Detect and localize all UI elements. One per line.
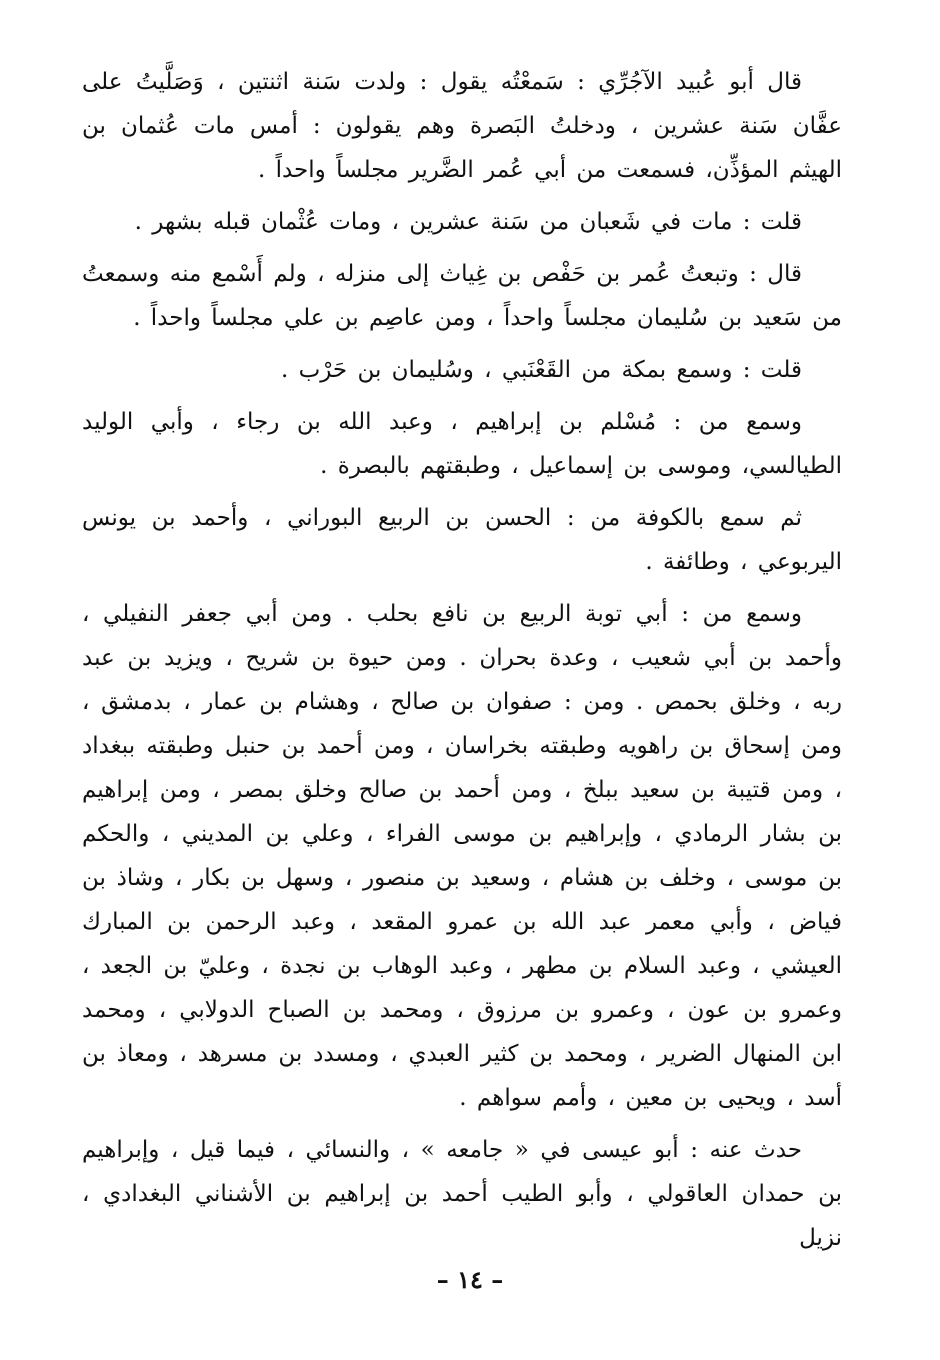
paragraph-8: حدث عنه : أبو عيسى في « جامعه » ، والنسائي ، فيما قيل ، وإبراهيم بن حمدان العاقولي ، وأبو الطيب أحمد بن إبراهيم بن الأشناني البغدادي ، نزيل xyxy=(82,1137,842,1251)
paragraph-4: قلت : وسمع بمكة من القَعْنَبي ، وسُليمان بن حَرْب . xyxy=(280,357,802,383)
paragraph-3: قال : وتبعتُ عُمر بن حَفْص بن غِياث إلى منزله ، ولم أَسْمع منه وسمعتُ من سَعيد بن سُليمان مجلساً واحداً ، ومن عاصِم بن علي مجلساً واحداً . xyxy=(82,261,842,331)
paragraph-7: وسمع من : أبي توبة الربيع بن نافع بحلب . ومن أبي جعفر النفيلي ، وأحمد بن أبي شعيب ، وعدة بحران . ومن حيوة بن شريح ، ويزيد بن عبد ربه ، وخلق بحمص . ومن : صفوان بن صالح ، وهشام بن عمار ، بدمشق ، ومن إسحاق بن راهويه وطبقته بخراسان ، ومن أحمد بن حنبل وطبقته ببغداد ، ومن قتيبة بن سعيد ببلخ ، ومن أحمد بن صالح وخلق بمصر ، ومن إبراهيم بن بشار الرمادي ، وإبراهيم بن موسى الفراء ، وعلي بن المديني ، والحكم بن موسى ، وخلف بن هشام ، وسعيد بن منصور ، وسهل بن بكار ، وشاذ بن فياض ، وأبي معمر عبد الله بن عمرو المقعد ، وعبد الرحمن بن المبارك العيشي ، وعبد السلام بن مطهر ، وعبد الوهاب بن نجدة ، وعليّ بن الجعد ، وعمرو بن عون ، وعمرو بن مرزوق ، ومحمد بن الصباح الدولابي ، ومحمد ابن المنهال الضرير ، ومحمد بن كثير العبدي ، ومسدد بن مسرهد ، ومعاذ بن أسد ، ويحيى بن معين ، وأمم سواهم . xyxy=(82,601,842,1111)
paragraph-1: قال أبو عُبيد الآجُرِّي : سَمعْتُه يقول : ولدت سَنة اثنتين ، وَصَلَّيتُ على عفَّان سَنة عشرين ، ودخلتُ البَصرة وهم يقولون : أمس مات عُثمان بن الهيثم المؤذِّن، فسمعت من أبي عُمر الضَّرير مجلساً واحداً . xyxy=(82,69,842,183)
page-number: – ١٤ – xyxy=(436,1265,504,1294)
page-text-body xyxy=(82,60,842,1268)
paragraph-2: قلت : مات في شَعبان من سَنة عشرين ، ومات عُثْمان قبله بشهر . xyxy=(134,209,802,235)
paragraph-5: وسمع من : مُسْلم بن إبراهيم ، وعبد الله بن رجاء ، وأبي الوليد الطيالسي، وموسى بن إسماعيل ، وطبقتهم بالبصرة . xyxy=(82,409,842,479)
paragraph-6: ثم سمع بالكوفة من : الحسن بن الربيع البوراني ، وأحمد بن يونس اليربوعي ، وطائفة . xyxy=(82,505,842,575)
